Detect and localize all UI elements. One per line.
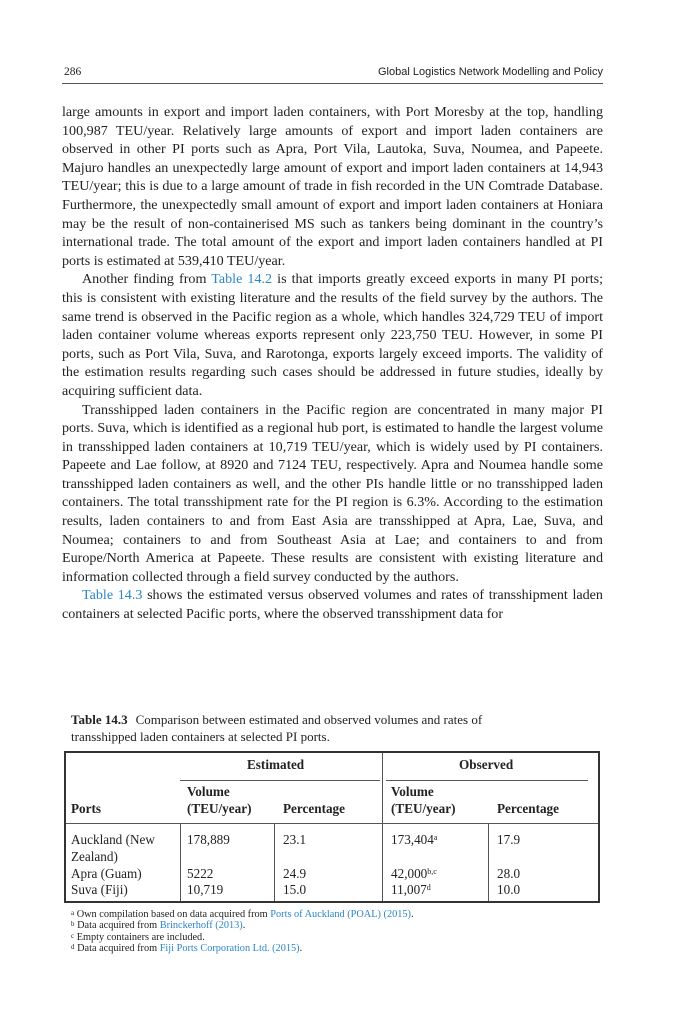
row-auckland-obs-volume: 173,404$^a$ [391,832,438,847]
running-title: Global Logistics Network Modelling and Policy [378,66,603,78]
data-table [64,751,600,903]
header-obs-percentage: Percentage [497,801,559,816]
paragraph-3: Transshipped laden containers in the Pacific region are concentrated in many major PI ports. Suva, which is identified as a regional hub port, is estimated to handle the largest volume in transshipped laden containers at 10,719 TEU/year, which is widely used by PI containers. Papeete and Lae follow, at 8920 and 7124 TEU, respectively. Apra and Noumea handle some transshipped laden containers as well, and the other PIs handle little or no transshipped laden containers. The total transshipment rate for the PI region is 6.3%. According to the estimation results, laden containers to and from East Asia are transshipped at Apra, Lae, Suva, and Noumea; containers to and from Southeast Asia at Lae; and containers to and from Europe/North America at Papeete. These results are consistent with existing literature and information collected through a field survey conducted by the authors. [62,401,603,585]
row-suva-est-volume: 10,719 [187,882,224,897]
row-apra-est-volume: 5222 [187,866,214,881]
table-label: Table 14.3 [71,712,128,727]
row-apra-obs-pct: 28.0 [497,866,521,881]
rule-observed [386,780,588,781]
row-auckland-est-volume: 178,889 [187,832,230,847]
divider-4 [488,823,489,901]
row-suva-obs-pct: 10.0 [497,882,521,897]
row-suva-port: Suva (Fiji) [71,882,128,897]
divider-3 [382,753,383,901]
table-14-2-link[interactable]: Table 14.2 [211,271,273,288]
row-apra-obs-volume: 42,000$^{b,c}$ [391,866,437,881]
row-apra-port: Apra (Guam) [71,866,142,881]
paragraph-2: Another finding from Table 14.2 is that imports greatly exceed exports in many PI ports; this is consistent with existing literature and the results of the field survey by the authors. The same trend is observed in the Pacific region as a whole, which handles 324,729 TEU of import laden container volume whereas exports represent only 223,750 TEU. However, in some PI ports, such as Port Vila, Suva, and Rarotonga, exports largely exceed imports. The validity of the estimation results regarding such cases should be addressed in future studies, ideally by acquiring sufficient data. [62,271,604,399]
footnote-c: $^c$ Empty containers are included. [71,931,205,943]
table-footnotes [71,909,414,954]
paragraph-1: large amounts in export and import laden containers, with Port Moresby at the top, handling 100,987 TEU/year. Relatively large amounts of export and import laden containers are observed in other PI ports such as Apra, Port Vila, Lautoka, Suva, Noumea, and Papeete. Majuro handles an unexpectedly large amount of export and import laden containers at 14,943 TEU/year; this is due to a large amount of trade in fish recorded in the UN Comtrade Database. Furthermore, the unexpectedly small amount of export and import laden containers at Honiara may be the result of non-containerised MS such as tankers being dominant in the country’s international trade. The total amount of the export and import laden containers handled at PI ports is estimated at 539,410 TEU/year. [62,104,603,269]
page-number: 286 [64,66,82,78]
header-obs-volume: Volume [391,784,434,799]
row-auckland-obs-pct: 17.9 [497,832,521,847]
row-auckland-port: Auckland (New Zealand) [71,832,155,864]
header-obs-volume-unit: (TEU/year) [391,801,456,816]
table-caption-text: Comparison between estimated and observed volumes and rates of transshipped laden containers at selected PI ports. [71,712,483,744]
footnote-b-link[interactable]: Brinckerhoff (2013) [159,920,243,932]
divider-1 [180,823,181,901]
row-suva-obs-volume: 11,007$^d$ [391,882,431,897]
footnote-a-link[interactable]: Ports of Auckland (POAL) (2015) [270,909,411,920]
table-caption [71,711,541,745]
paragraph-4: Table 14.3 shows the estimated versus observed volumes and rates of transshipment laden containers at selected Pacific ports, where the observed transshipment data for [62,587,603,623]
header-est-percentage: Percentage [283,801,345,816]
header-estimated: Estimated [247,757,305,772]
row-apra-est-pct: 24.9 [283,866,307,881]
divider-2 [274,823,275,901]
footnote-d-link[interactable]: Fiji Ports Corporation Ltd. (2015) [159,942,300,954]
header-observed: Observed [459,757,514,772]
footnote-d: $^d$ Data acquired from Fiji Ports Corporation Ltd. (2015). [71,942,303,954]
footnote-b: $^b$ Data acquired from Brinckerhoff (2013). [71,920,246,932]
body-text [62,103,603,624]
header-rule [66,823,598,824]
header-est-volume: Volume [187,784,230,799]
header-est-volume-unit: (TEU/year) [187,801,252,816]
table-14-3-link[interactable]: Table 14.3 [82,587,143,604]
rule-estimated [180,780,380,781]
running-header [62,63,603,84]
row-suva-est-pct: 15.0 [283,882,307,897]
footnote-a: $^a$ Own compilation based on data acquired from Ports of Auckland (POAL) (2015). [71,909,414,920]
header-ports: Ports [71,801,102,816]
row-auckland-est-pct: 23.1 [283,832,307,847]
